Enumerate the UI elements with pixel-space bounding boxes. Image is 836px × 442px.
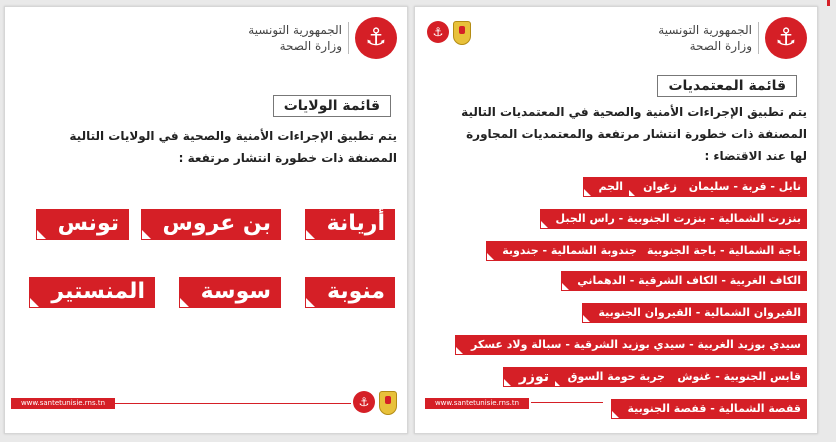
footer-logos: [353, 391, 397, 415]
footer-line: [113, 403, 351, 404]
governorates-panel: [4, 6, 408, 434]
governorate-tag: منوبة: [305, 277, 395, 308]
delegations-panel: [414, 6, 818, 434]
delegation-tag: الكاف الغربية - الكاف الشرقية - الدهماني: [561, 271, 807, 291]
top-logos: [427, 21, 471, 45]
ministry-header: [658, 17, 807, 59]
delegation-tag: بنزرت الشمالية - بنزرت الجنوبية - راس الجبل: [540, 209, 807, 229]
delegation-tag: جربة حومة السوق: [552, 367, 671, 387]
intro-text: يتم تطبيق الإجراءات الأمنية والصحية في المعتمديات التالية المصنفة ذات خطورة انتشار مرتفعة والمعتمديات المجاورة لها عند الاقتضاء :: [461, 105, 807, 163]
governorate-tag: أريانة: [305, 209, 395, 240]
delegation-tag: قابس الجنوبية - غنوش: [661, 367, 807, 387]
intro-text: يتم تطبيق الإجراءات الأمنية والصحية في الولايات التالية المصنفة ذات خطورة انتشار مرتفعة :: [69, 129, 397, 165]
ministry-header: [248, 17, 397, 59]
delegation-tag: باجة الشمالية - باجة الجنوبية: [631, 241, 807, 261]
governorate-tag: بن عروس: [141, 209, 281, 240]
republic-name: الجمهورية التونسية: [248, 23, 342, 37]
republic-name: الجمهورية التونسية: [658, 23, 752, 37]
delegation-tag: نابل - قربة - سليمان: [673, 177, 807, 197]
ministry-name: وزارة الصحة: [689, 39, 752, 53]
governorate-tag: تونس: [36, 209, 129, 240]
website-link[interactable]: www.santetunisie.rns.tn: [11, 398, 115, 409]
corner-accent: [827, 0, 830, 6]
website-link[interactable]: www.santetunisie.rns.tn: [425, 398, 529, 409]
delegation-tag: الجم: [583, 177, 629, 197]
tunisia-crest-icon: [379, 391, 397, 415]
page-title: قائمة الولايات: [273, 95, 391, 117]
delegation-tag: توزر: [503, 367, 555, 387]
delegation-tag: زغوان: [627, 177, 683, 197]
ministry-logo-icon: ⚓: [765, 17, 807, 59]
governorate-tag: المنستير: [29, 277, 155, 308]
delegation-tag: قفصة الشمالية - قفصة الجنوبية: [611, 399, 807, 419]
ministry-logo-icon: ⚓: [355, 17, 397, 59]
page-title: قائمة المعتمديات: [657, 75, 797, 97]
tunisia-crest-icon: [453, 21, 471, 45]
footer-line: [531, 402, 603, 403]
ministry-logo-icon: ⚓: [353, 391, 375, 413]
delegation-tag: سيدي بوزيد الغربية - سيدي بوزيد الشرقية - سبالة ولاد عسكر: [455, 335, 807, 355]
delegation-tag: جندوبة الشمالية - جندوبة: [486, 241, 643, 261]
governorate-tag: سوسة: [179, 277, 281, 308]
delegation-tag: القيروان الشمالية - القيروان الجنوبية: [582, 303, 807, 323]
ministry-logo-icon: ⚓: [427, 21, 449, 43]
ministry-name: وزارة الصحة: [279, 39, 342, 53]
